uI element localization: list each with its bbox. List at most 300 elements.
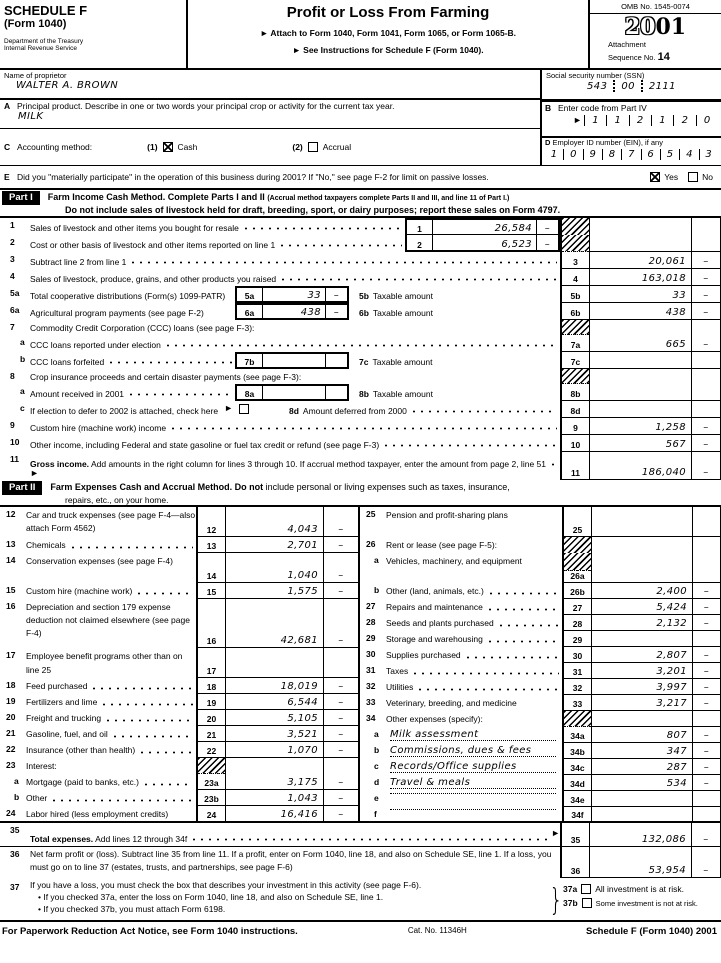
hatched-cell <box>560 320 590 335</box>
entry-line-number: 14 <box>196 553 226 583</box>
line-32: 32 Utilities 32 3,997 – <box>360 679 721 695</box>
amount-field[interactable]: 3,217 <box>592 695 692 711</box>
no-checkbox[interactable] <box>688 172 698 182</box>
amount-field[interactable]: 1,040 <box>226 553 323 583</box>
line-34c: c Records/Office supplies 34c 287 – <box>360 759 721 775</box>
cents-field[interactable]: – <box>692 727 721 743</box>
line-37-bullet-1: • If you checked 37a, enter the loss on Form 1040, line 18, and also on Schedule SE, line 1. <box>38 891 384 902</box>
line-8a-8b <box>0 384 721 401</box>
arrow-icon: ► <box>573 115 582 125</box>
entry-line-number: 11 <box>560 452 590 480</box>
deferred-amount-label: 8d Amount deferred from 2000 <box>249 401 560 418</box>
dot-leader <box>142 776 193 789</box>
other-expense-field[interactable]: Commissions, dues & fees <box>390 745 556 757</box>
dot-leader <box>487 585 559 598</box>
part1-title: Farm Income Cash Method. Complete Parts I and II <box>47 192 265 202</box>
line-37a: 37a All investment is at risk. <box>563 884 684 894</box>
line-number: 5a <box>10 288 20 298</box>
line-desc: Add lines 12 through 34f <box>95 834 188 844</box>
not-at-risk-checkbox[interactable] <box>582 898 592 908</box>
form-footer-title: Schedule F (Form 1040) 2001 <box>586 926 717 937</box>
entry-line-number: 6b <box>560 303 590 320</box>
line-number: a <box>20 337 25 347</box>
amount-field[interactable]: 20,061 <box>590 252 691 269</box>
line-33: 33 Veterinary, breeding, and medicine 33 3,217 – <box>360 695 721 711</box>
schedule-name: SCHEDULE F <box>4 3 88 18</box>
entry-line-number: 26b <box>562 583 592 599</box>
not-at-risk-label: Some investment is not at risk. <box>595 898 698 908</box>
line-7b-7c <box>0 352 721 369</box>
dot-leader <box>464 649 559 662</box>
tax-year-logo <box>590 14 721 38</box>
cents-field[interactable]: – <box>692 759 721 775</box>
cents-field[interactable]: – <box>323 537 358 553</box>
line-8 <box>0 369 721 384</box>
part1-warning: Do not include sales of livestock held for draft, breeding, sport, or dairy purposes; report these sales on Form 4797. <box>65 205 561 215</box>
sequence-number: Sequence No. 14 <box>608 51 670 63</box>
line-number: 8 <box>10 371 15 381</box>
entry-line-number: 7a <box>560 335 590 352</box>
line-9 <box>0 418 721 435</box>
cents-field[interactable]: – <box>323 583 358 599</box>
amount-field[interactable]: 5,105 <box>226 710 323 726</box>
hatched-cell <box>560 218 590 235</box>
line-17: 17 Employee benefit programs other than on line 25 17 <box>0 648 358 678</box>
entry-line-number: 20 <box>196 710 226 726</box>
see-instruction: ► See Instructions for Schedule F (Form 1040). <box>292 45 484 55</box>
ssn-separator <box>641 80 643 92</box>
line-34f: f 34f <box>360 807 721 821</box>
dot-leader <box>135 585 193 598</box>
proprietor-label: Name of proprietor <box>4 71 67 80</box>
entry-line-number: 30 <box>562 647 592 663</box>
title-block <box>188 0 588 68</box>
amount-field[interactable]: 186,040 <box>590 452 691 480</box>
amount-field[interactable]: 567 <box>590 435 691 452</box>
catalog-number: Cat. No. 11346H <box>407 926 467 935</box>
entry-line-number: 8b <box>560 384 590 401</box>
line-number: 1 <box>10 220 15 230</box>
other-expense-field[interactable] <box>390 793 556 794</box>
entry-line-number: 8d <box>560 401 590 418</box>
line-number: 35 <box>10 825 20 835</box>
amount-field[interactable]: 287 <box>592 759 692 775</box>
amount-field[interactable]: 438 <box>590 303 691 320</box>
line-18: 18 Feed purchased 18 18,019 – <box>0 678 358 694</box>
amount-field[interactable]: 42,681 <box>226 599 323 649</box>
arrow-icon: ► <box>224 403 233 413</box>
cents-field[interactable] <box>325 386 347 399</box>
taxable-amount-label: 7c Taxable amount <box>359 357 433 367</box>
attachment-label: Attachment <box>608 40 646 49</box>
amount-field[interactable]: 1,043 <box>226 790 323 806</box>
line-number: 6a <box>10 305 20 315</box>
amount-field[interactable]: 163,018 <box>590 269 691 286</box>
dot-leader <box>69 539 193 552</box>
taxable-amount-label: 5b Taxable amount <box>359 291 433 301</box>
amount-field[interactable]: 2,132 <box>592 615 692 631</box>
entry-line-number: 22 <box>196 742 226 758</box>
amount-field[interactable] <box>263 354 325 367</box>
cents-field[interactable]: – <box>691 303 721 320</box>
ein-box <box>542 138 721 165</box>
line-27: 27 Repairs and maintenance 27 5,424 – <box>360 599 721 615</box>
cents-field[interactable]: – <box>323 726 358 742</box>
cents-field[interactable]: – <box>323 599 358 649</box>
cents-field[interactable]: – <box>323 694 358 710</box>
amount-field[interactable]: 1,258 <box>590 418 691 435</box>
line-3 <box>0 252 721 269</box>
hatched-cell <box>562 711 592 727</box>
amount-field[interactable]: 18,019 <box>226 678 323 694</box>
brace-glyph: } <box>549 882 563 918</box>
amount-field[interactable]: 807 <box>592 727 692 743</box>
entry-line-number: 34e <box>562 791 592 807</box>
cents-field[interactable] <box>325 354 347 367</box>
proprietor-row <box>0 70 540 100</box>
line-22: 22 Insurance (other than health) 22 1,070 – <box>0 742 358 758</box>
cents-field[interactable]: – <box>536 235 558 250</box>
line-number: 37 <box>10 882 20 892</box>
line-desc: Add amounts in the right column for lines 3 through 10. If accrual method taxpayer, enter the amount from page 2, line 51 <box>90 459 546 469</box>
cents-field[interactable]: – <box>691 847 721 878</box>
line-6a-6b <box>0 303 721 320</box>
dot-leader <box>127 384 232 399</box>
cents-field[interactable]: – <box>323 806 358 821</box>
entry-line-number: 27 <box>562 599 592 615</box>
option-2-label: (2) <box>292 142 303 152</box>
entry-line-number: 26a <box>562 553 592 583</box>
material-participation-question: Did you "materially participate" in the operation of this business during 2001? If "No," see page F-2 for limit on passive losses. <box>17 172 489 182</box>
cents-field[interactable]: – <box>323 553 358 583</box>
entry-line-number: 34b <box>562 743 592 759</box>
line-desc-bold: Gross income. <box>30 459 90 469</box>
paperwork-notice: For Paperwork Reduction Act Notice, see Form 1040 instructions. <box>2 926 298 937</box>
line-26: 26 Rent or lease (see page F-5): <box>360 537 721 553</box>
line-26b: b Other (land, animals, etc.) 26b 2,400 – <box>360 583 721 599</box>
other-expense-field[interactable]: Milk assessment <box>390 729 556 741</box>
line-7a <box>0 335 721 352</box>
dot-leader <box>50 792 193 805</box>
entry-line-number: 16 <box>196 599 226 649</box>
line-desc: Crop insurance proceeds and certain disaster payments (see page F-3): <box>30 372 302 382</box>
amount-field[interactable]: 2,400 <box>592 583 692 599</box>
line-e-row <box>0 165 721 190</box>
yes-label: Yes <box>664 172 679 182</box>
form-footer <box>0 922 721 963</box>
yes-checkbox[interactable] <box>650 172 660 182</box>
entry-line-number: 5b <box>560 286 590 303</box>
option-1-label: (1) <box>147 142 158 152</box>
dot-leader <box>164 335 557 350</box>
entry-line-number: 36 <box>560 847 590 878</box>
entry-line-number: 10 <box>560 435 590 452</box>
line-7 <box>0 320 721 335</box>
entry-line-number: 34f <box>562 807 592 821</box>
cents-field[interactable]: – <box>692 583 721 599</box>
line-34a: a Milk assessment 34a 807 – <box>360 727 721 743</box>
line-19: 19 Fertilizers and lime 19 6,544 – <box>0 694 358 710</box>
code-digits[interactable]: ► 1 1 2 1 2 0 <box>545 115 718 126</box>
dot-leader <box>382 435 557 450</box>
line-desc: CCC loans forfeited <box>30 357 105 367</box>
amount-field[interactable]: 5,424 <box>592 599 692 615</box>
line-30: 30 Supplies purchased 30 2,807 – <box>360 647 721 663</box>
line-number: 10 <box>10 437 20 447</box>
entry-line-number: 19 <box>196 694 226 710</box>
cash-checkbox[interactable] <box>163 142 173 152</box>
line-b-number: B <box>545 103 552 113</box>
arrow-icon: ► <box>30 468 39 478</box>
line-a-row <box>0 100 540 129</box>
dot-leader <box>111 728 193 741</box>
line-4 <box>0 269 721 286</box>
part2-heading <box>0 480 721 505</box>
line-e-number: E <box>4 172 10 182</box>
amount-field[interactable]: 4,043 <box>226 507 323 537</box>
amount-field[interactable]: 16,416 <box>280 808 318 820</box>
year-solid: 01 <box>655 14 687 40</box>
form-number: (Form 1040) <box>4 18 67 30</box>
cents-field[interactable] <box>691 352 721 369</box>
year-outline: 20 <box>624 14 656 40</box>
cents-field[interactable]: – <box>691 269 721 286</box>
accounting-method-label: Accounting method: <box>17 142 93 152</box>
line-c-row <box>0 129 540 165</box>
dot-leader <box>486 633 559 646</box>
cents-field[interactable]: – <box>691 452 721 480</box>
line-36 <box>0 846 721 878</box>
hatched-cell <box>560 369 590 384</box>
other-expense-field[interactable]: Travel & meals <box>390 777 556 789</box>
part2-left-column <box>0 507 360 821</box>
ein-digits[interactable]: 1 0 9 8 7 6 5 4 3 <box>545 149 718 160</box>
line-5a-5b <box>0 286 721 303</box>
accrual-label: Accrual <box>322 142 352 152</box>
hatched-cell <box>562 537 592 553</box>
dot-leader <box>107 352 232 367</box>
amount-field[interactable] <box>263 386 325 399</box>
line-34: 34 Other expenses (specify): <box>360 711 721 727</box>
line-number: 2 <box>10 237 15 247</box>
amount-field[interactable]: 3,201 <box>592 663 692 679</box>
dot-leader <box>90 680 193 693</box>
cents-field[interactable]: – <box>323 790 358 806</box>
cents-field[interactable]: – <box>692 695 721 711</box>
cents-field[interactable]: – <box>691 286 721 303</box>
cents-field[interactable]: – <box>323 710 358 726</box>
amount-field[interactable] <box>590 352 691 369</box>
amount-field[interactable]: 6,523 <box>501 239 532 250</box>
entry-line-number: 4 <box>560 269 590 286</box>
amount-field[interactable]: 2,807 <box>592 647 692 663</box>
line-26a: a Vehicles, machinery, and equipment 26a <box>360 553 721 583</box>
line-29: 29 Storage and warehousing 29 <box>360 631 721 647</box>
cents-field[interactable]: – <box>691 252 721 269</box>
omb-block <box>588 0 721 68</box>
cents-field[interactable]: – <box>536 220 558 234</box>
dot-leader <box>138 744 193 757</box>
dot-leader <box>411 665 559 678</box>
entry-line-number: 23b <box>196 790 226 806</box>
amount-field[interactable]: 3,175 <box>226 774 323 790</box>
entry-box: 8a <box>235 384 349 401</box>
cents-field[interactable]: – <box>692 679 721 695</box>
proprietor-name-field[interactable]: WALTER A. BROWN <box>16 80 119 91</box>
cents-field[interactable]: – <box>692 775 721 791</box>
amount-field[interactable]: 33 <box>590 286 691 303</box>
dot-leader <box>416 681 559 694</box>
amount-field[interactable]: 1,575 <box>226 583 323 599</box>
all-at-risk-checkbox[interactable] <box>581 884 591 894</box>
entry-line-number: 31 <box>562 663 592 679</box>
line-d-number: D <box>545 138 551 147</box>
line-desc: Custom hire (machine work) income <box>30 423 167 433</box>
form-id-block <box>0 0 188 68</box>
entry-line-number: 29 <box>562 631 592 647</box>
irs-label: Internal Revenue Service <box>4 45 77 53</box>
cents-field[interactable]: – <box>692 743 721 759</box>
line-b-label: Enter code from Part IV <box>558 103 647 113</box>
other-expense-field[interactable] <box>390 809 556 810</box>
part1-heading <box>0 190 721 218</box>
identification-block <box>0 70 721 165</box>
line-35 <box>0 823 721 847</box>
code-box <box>540 100 721 138</box>
cents-field[interactable]: – <box>323 678 358 694</box>
entry-box: 2 6,523 – <box>405 235 560 252</box>
line-28: 28 Seeds and plants purchased 28 2,132 – <box>360 615 721 631</box>
entry-line-number: 34c <box>562 759 592 775</box>
line-number: 36 <box>10 849 20 859</box>
dot-leader <box>278 235 402 250</box>
hatched-cell <box>560 235 590 252</box>
line-number: 7 <box>10 322 15 332</box>
dot-leader <box>129 252 557 267</box>
attach-instruction: ► Attach to Form 1040, Form 1041, Form 1065, or Form 1065-B. <box>259 28 517 38</box>
line-31: 31 Taxes 31 3,201 – <box>360 663 721 679</box>
amount-field[interactable]: 6,544 <box>226 694 323 710</box>
dot-leader <box>549 459 557 469</box>
amount-field[interactable]: 33 <box>307 290 321 301</box>
line-14: 14 Conservation expenses (see page F-4) 14 1,040 – <box>0 553 358 583</box>
cents-field[interactable]: – <box>692 615 721 631</box>
line-desc: CCC loans reported under election <box>30 340 161 350</box>
other-expense-field[interactable]: Records/Office supplies <box>390 761 556 773</box>
entry-line-number: 3 <box>560 252 590 269</box>
amount-field[interactable]: 665 <box>590 335 691 352</box>
dept-treasury: Department of the Treasury <box>4 38 84 45</box>
line-number: a <box>20 386 25 396</box>
hatched-cell <box>196 758 226 774</box>
ssn-field[interactable]: 543 00 2111 <box>587 80 676 92</box>
entry-line-number: 24 <box>196 806 226 821</box>
amount-field[interactable]: 534 <box>592 775 692 791</box>
line-23b: b Other 23b 1,043 – <box>0 790 358 806</box>
entry-line-number: 21 <box>196 726 226 742</box>
amount-field[interactable]: 2,701 <box>226 537 323 553</box>
ssn-box <box>542 70 721 100</box>
amount-field[interactable]: 347 <box>592 743 692 759</box>
cents-field[interactable]: – <box>692 663 721 679</box>
no-label: No <box>702 172 713 182</box>
amount-field[interactable]: 3,521 <box>226 726 323 742</box>
entry-line-number: 25 <box>562 507 592 537</box>
entry-line-number: 12 <box>196 507 226 537</box>
amount-field[interactable]: 26,584 <box>494 223 532 234</box>
cents-field[interactable]: – <box>323 507 358 537</box>
cents-field[interactable]: – <box>325 288 347 301</box>
line-desc: Agricultural program payments (see page F-2) <box>30 308 204 318</box>
part1-title-note: (Accrual method taxpayers complete Parts II and III, and line 11 of Part I.) <box>267 195 510 202</box>
cents-field[interactable]: – <box>691 435 721 452</box>
cents-field[interactable]: – <box>692 647 721 663</box>
amount-field[interactable]: 3,997 <box>592 679 692 695</box>
dot-leader <box>104 712 193 725</box>
line-12: 12 Car and truck expenses (see page F-4—also attach Form 4562) 12 4,043 – <box>0 507 358 537</box>
line-desc: Commodity Credit Corporation (CCC) loans (see page F-3): <box>30 323 255 333</box>
amount-field[interactable]: 1,070 <box>226 742 323 758</box>
all-at-risk-label: All investment is at risk. <box>595 884 684 894</box>
amount-field[interactable]: 53,954 <box>590 847 691 878</box>
entry-line-number: 15 <box>196 583 226 599</box>
form-header <box>0 0 721 70</box>
line-23a: a Mortgage (paid to banks, etc.) 23a 3,175 – <box>0 774 358 790</box>
cents-field[interactable]: – <box>691 335 721 352</box>
part2-title-rest2: repairs, etc., on your home. <box>65 495 169 505</box>
cents-field[interactable]: – <box>323 742 358 758</box>
cents-field[interactable]: – <box>692 599 721 615</box>
line-desc: Sales of livestock and other items you bought for resale <box>30 223 239 233</box>
line-25: 25 Pension and profit-sharing plans 25 <box>360 507 721 537</box>
entry-line-number: 35 <box>560 823 590 847</box>
ssn-separator <box>613 80 615 92</box>
line-desc: Amount received in 2001 <box>30 389 125 399</box>
cents-field[interactable]: – <box>691 418 721 435</box>
line-11 <box>0 452 721 480</box>
entry-line-number: 18 <box>196 678 226 694</box>
cents-field[interactable]: – <box>323 774 358 790</box>
cents-field[interactable]: – <box>325 305 347 318</box>
line-desc: Other income, including Federal and state gasoline or fuel tax credit or refund (see page F-3) <box>30 440 380 450</box>
line-a-label: Principal product. Describe in one or two words your principal crop or activity for the current tax year. <box>17 101 395 111</box>
amount-field[interactable]: 438 <box>300 307 321 318</box>
dot-leader <box>279 269 557 284</box>
line-2 <box>0 235 721 252</box>
line-16: 16 Depreciation and section 179 expense deduction not claimed elsewhere (see page F-4) 16 42,681 – <box>0 599 358 649</box>
part2-table <box>0 505 721 823</box>
line-37 <box>0 878 721 922</box>
dot-leader <box>497 617 559 630</box>
arrow-icon: ► <box>551 828 560 838</box>
entry-line-number: 34d <box>562 775 592 791</box>
accrual-checkbox[interactable] <box>308 142 318 152</box>
cents-field[interactable]: – <box>691 823 721 847</box>
entry-line-number: 7c <box>560 352 590 369</box>
line-20: 20 Freight and trucking 20 5,105 – <box>0 710 358 726</box>
line-37-intro: If you have a loss, you must check the box that describes your investment in this activity (see page F-6). <box>30 880 422 890</box>
entry-line-number: 23a <box>196 774 226 790</box>
principal-product-field[interactable]: MILK <box>18 111 44 122</box>
entry-line-number: 34a <box>562 727 592 743</box>
taxable-amount-label: 8b Taxable amount <box>359 389 433 399</box>
line-1 <box>0 218 721 235</box>
line-number: b <box>20 354 26 364</box>
amount-field[interactable]: 132,086 <box>590 823 691 847</box>
line-c-number: C <box>4 142 11 152</box>
defer-election-checkbox[interactable] <box>239 404 249 414</box>
entry-line-number: 17 <box>196 648 226 678</box>
